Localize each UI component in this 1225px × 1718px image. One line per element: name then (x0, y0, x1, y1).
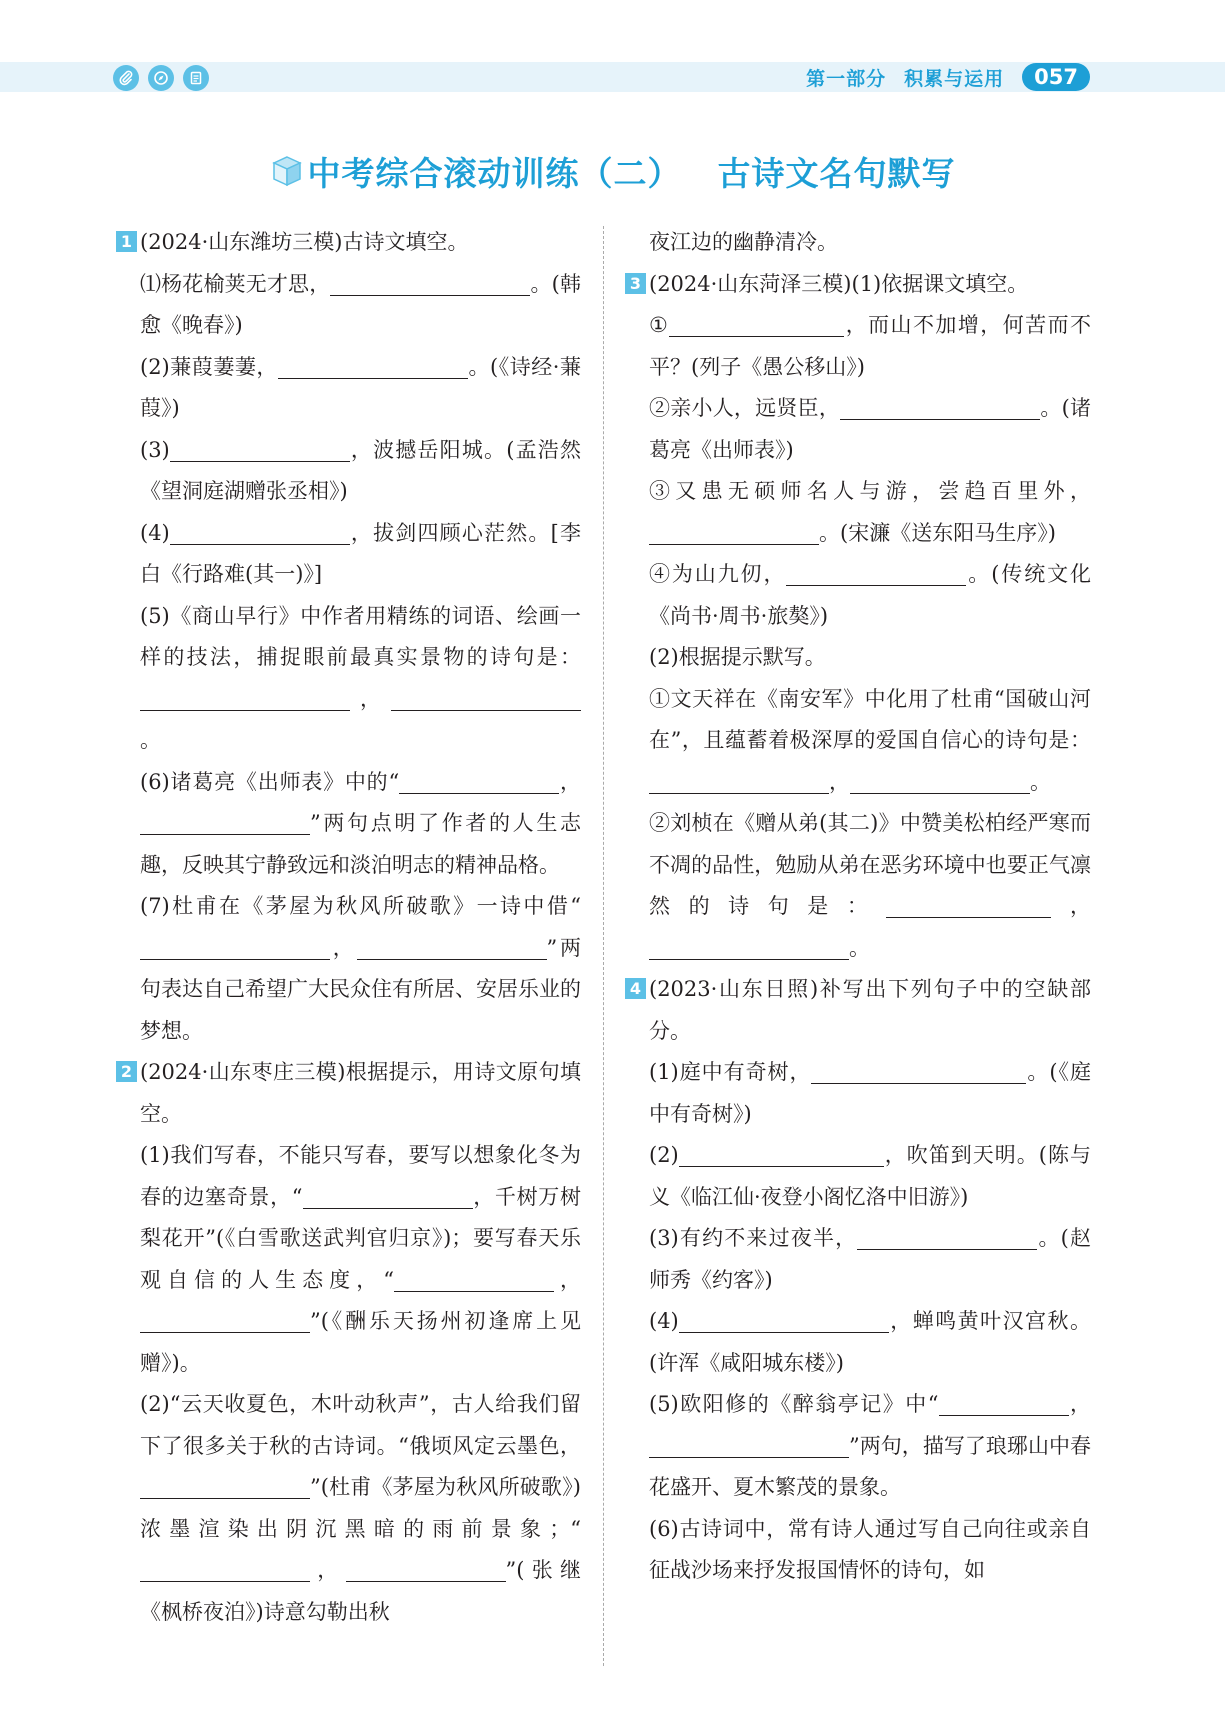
item-text: 。(传统文化《尚书·周书·旅獒》) (649, 562, 1091, 628)
question-text: (2023·山东日照)补写出下列句子中的空缺部分。 (649, 977, 1091, 1043)
answer-blank[interactable] (278, 350, 468, 379)
question-number-2: 2 (116, 1061, 137, 1082)
question-1-intro (116, 222, 581, 264)
header-icons (113, 65, 209, 91)
answer-blank[interactable] (679, 1304, 889, 1333)
item-text: ， (1068, 1392, 1092, 1416)
question-4-item-3 (625, 1218, 1091, 1301)
item-text: ④为山九仞， (649, 562, 787, 586)
item-text: (2)“云天收夏色，木叶动秋声”，古人给我们留下了很多关于秋的古诗词。“俄顷风定云墨色， (140, 1392, 581, 1458)
question-3-item-1 (625, 305, 1091, 388)
answer-blank[interactable] (939, 1387, 1069, 1416)
cube-icon (270, 154, 304, 196)
item-text: ，波撼岳阳城。(孟浩然《望洞庭湖赠张丞相》) (140, 437, 581, 503)
answer-blank[interactable] (140, 1553, 310, 1582)
answer-blank[interactable] (394, 1263, 554, 1292)
item-text: ，吹笛到天明。(陈与义《临江仙·夜登小阁忆洛中旧游》) (649, 1143, 1091, 1209)
question-1-item-1 (116, 264, 581, 347)
item-text: ”两句，描写了琅琊山中春花盛开、夏木繁茂的景象。 (649, 1433, 1091, 1499)
question-number-3: 3 (625, 273, 646, 294)
answer-blank[interactable] (649, 765, 829, 794)
question-4-item-5 (625, 1384, 1091, 1509)
question-4-intro (625, 969, 1091, 1052)
item-text: ，蝉鸣黄叶汉宫秋。(许浑《咸阳城东楼》) (649, 1309, 1091, 1375)
question-4-item-1 (625, 1052, 1091, 1135)
item-text: 。 (849, 935, 870, 960)
answer-blank[interactable] (811, 1055, 1026, 1084)
answer-blank[interactable] (886, 889, 1051, 918)
item-text: (4) (649, 1309, 679, 1333)
question-text: (2024·山东潍坊三模)古诗文填空。 (140, 230, 469, 254)
item-text: (2)蒹葭萋萋， (140, 354, 278, 379)
item-text: ②亲小人，远贤臣， (649, 396, 841, 420)
answer-blank[interactable] (399, 765, 559, 794)
answer-blank[interactable] (140, 1304, 310, 1333)
item-text: 。(《诗经·蒹葭》) (140, 354, 581, 420)
item-text: 夜江边的幽静清冷。 (649, 230, 838, 254)
item-text: (2)根据提示默写。 (649, 645, 826, 669)
item-text: ， (559, 769, 582, 794)
question-1-item-5 (116, 596, 581, 762)
question-1-item-2 (116, 347, 581, 430)
item-text: ”两句表达自己希望广大民众住有所居、安居乐业的梦想。 (140, 935, 581, 1043)
item-text: ① (649, 313, 670, 337)
item-text: ⑴杨花榆荚无才思， (140, 271, 331, 296)
question-3-item-5 (625, 679, 1091, 804)
question-1-item-4 (116, 513, 581, 596)
question-3-part-2 (625, 637, 1091, 679)
item-text: ①文天祥在《南安军》中化用了杜甫“国破山河在”，且蕴蓄着极深厚的爱国自信心的诗句是： (649, 686, 1091, 752)
item-text: ，拔剑四顾心茫然。[李白《行路难(其一)》] (140, 520, 581, 586)
item-text: 。 (1030, 769, 1051, 794)
item-text: ，而山不加增，何苦而不平？(列子《愚公移山》) (649, 313, 1092, 379)
answer-blank[interactable] (170, 516, 350, 545)
left-column (116, 222, 581, 1633)
answer-blank[interactable] (857, 1221, 1037, 1250)
item-text: (4) (140, 520, 170, 545)
question-3-item-2 (625, 388, 1091, 471)
answer-blank[interactable] (649, 1429, 849, 1458)
item-text: ， (1051, 894, 1092, 918)
item-text: ”(杜甫《茅屋为秋风所破歌》)浓墨渲染出阴沉黑暗的雨前景象；“ (140, 1475, 581, 1541)
item-text: 。(韩愈《晚春》) (140, 271, 582, 337)
item-text: ， (330, 935, 357, 960)
continued-text (625, 222, 1091, 264)
question-1-item-3 (116, 430, 581, 513)
answer-blank[interactable] (170, 433, 350, 462)
answer-blank[interactable] (140, 931, 330, 960)
answer-blank[interactable] (391, 682, 581, 711)
question-2-item-1 (116, 1135, 581, 1384)
item-text: (6)诸葛亮《出师表》中的“ (140, 769, 400, 794)
answer-blank[interactable] (357, 931, 547, 960)
paperclip-icon (113, 65, 139, 91)
question-text: (2024·山东菏泽三模)(1)依据课文填空。 (649, 271, 1029, 296)
answer-blank[interactable] (679, 1138, 884, 1167)
item-text: 。(《庭中有奇树》) (649, 1060, 1091, 1126)
document-icon (183, 65, 209, 91)
header-section: 积累与运用 (904, 67, 1005, 90)
question-1-item-6 (116, 762, 581, 887)
answer-blank[interactable] (346, 1553, 506, 1582)
item-text: (5)欧阳修的《醉翁亭记》中“ (649, 1392, 939, 1416)
question-number-4: 4 (625, 978, 646, 999)
item-text: (2) (649, 1143, 679, 1167)
question-3-item-4 (625, 554, 1091, 637)
header-part: 第一部分 (806, 67, 887, 90)
item-text: (7)杜甫在《茅屋为秋风所破歌》一诗中借“ (140, 894, 581, 918)
answer-blank[interactable] (140, 682, 350, 711)
item-text: ，千树万树梨花开”(《白雪歌送武判官归京》)；要写春天乐观自信的人生态度，“ (140, 1184, 581, 1292)
item-text: ”两句点明了作者的人生志趣，反映其宁静致远和淡泊明志的精神品格。 (140, 811, 581, 877)
answer-blank[interactable] (850, 765, 1030, 794)
answer-blank[interactable] (649, 516, 819, 545)
item-text: (1)庭中有奇树， (649, 1060, 812, 1084)
question-4-item-2 (625, 1135, 1091, 1218)
question-3-item-3 (625, 471, 1091, 554)
question-2-item-2 (116, 1384, 581, 1633)
item-text: 。(宋濂《送东阳马生序》) (819, 520, 1056, 545)
question-4-item-4 (625, 1301, 1091, 1384)
item-text: ②刘桢在《赠从弟(其二)》中赞美松柏经严寒而不凋的品性，勉励从弟在恶劣环境中也要正气凛然的诗句是： (649, 811, 1091, 918)
question-4-item-6 (625, 1509, 1091, 1592)
item-text: ， (829, 769, 850, 794)
item-text: ”(《酬乐天扬州初逢席上见赠》)。 (140, 1309, 581, 1375)
item-text: (6)古诗词中，常有诗人通过写自己向往或亲自征战沙场来抒发报国情怀的诗句，如 (649, 1516, 1091, 1582)
item-text: 。(诸葛亮《出师表》) (649, 396, 1092, 462)
item-text: ， (553, 1267, 581, 1292)
question-1-item-7 (116, 886, 581, 1052)
item-text: ， (350, 686, 391, 711)
item-text: (1)我们写春，不能只写春，要写以想象化冬为春的边塞奇景，“ (140, 1143, 581, 1209)
title-main: 中考综合滚动训练（二） (307, 154, 682, 193)
item-text: ③又患无硕师名人与游，尝趋百里外， (649, 479, 1091, 503)
answer-blank[interactable] (140, 806, 310, 835)
page-number: 057 (1022, 63, 1090, 91)
answer-blank[interactable] (649, 931, 849, 960)
item-text: ”(张继《枫桥夜泊》)诗意勾勒出秋 (140, 1558, 581, 1624)
question-number-1: 1 (116, 231, 137, 252)
item-text: 。 (140, 728, 161, 752)
question-2-intro (116, 1052, 581, 1135)
answer-blank[interactable] (669, 308, 844, 337)
item-text: (5)《商山早行》中作者用精练的词语、绘画一样的技法，捕捉眼前最真实景物的诗句是： (140, 603, 581, 669)
answer-blank[interactable] (786, 557, 966, 586)
header-right (806, 63, 1090, 91)
title-sub: 古诗文名句默写 (717, 154, 956, 193)
column-divider (603, 226, 604, 1666)
answer-blank[interactable] (330, 267, 530, 296)
question-3-item-6 (625, 803, 1091, 969)
right-column (625, 222, 1091, 1592)
page-title (0, 148, 1225, 196)
item-text: 。(赵师秀《约客》) (649, 1226, 1091, 1292)
item-text: ， (310, 1558, 346, 1582)
answer-blank[interactable] (140, 1470, 310, 1499)
question-3-intro (625, 264, 1091, 306)
compass-icon (148, 65, 174, 91)
item-text: (3)有约不来过夜半， (649, 1226, 858, 1250)
question-text: (2024·山东枣庄三模)根据提示，用诗文原句填空。 (140, 1060, 581, 1126)
item-text: (3) (140, 437, 170, 462)
answer-blank[interactable] (303, 1180, 473, 1209)
answer-blank[interactable] (840, 391, 1040, 420)
